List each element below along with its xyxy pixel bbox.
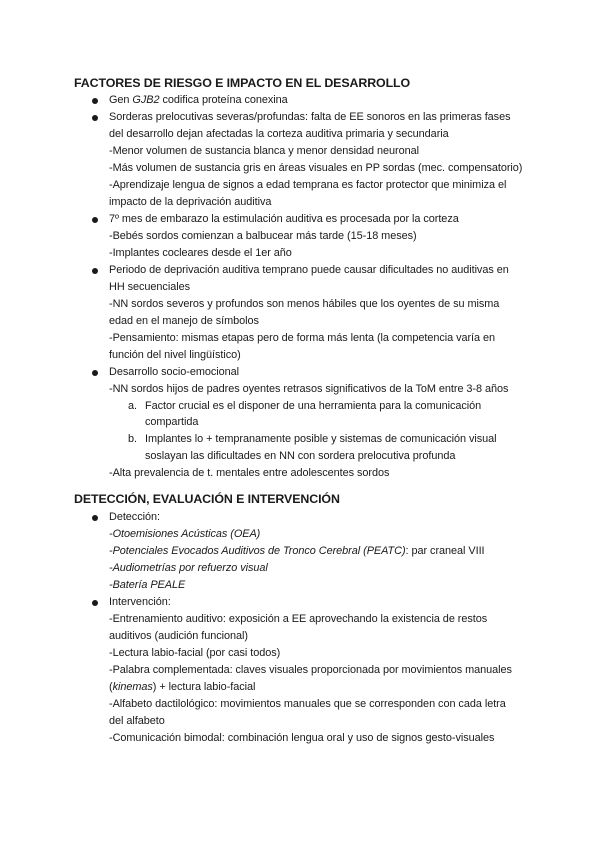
- bullet: [92, 98, 98, 104]
- sub-item-text: -Aprendizaje lengua de signos a edad temprana es factor protector que minimiza el: [109, 179, 507, 191]
- bullet: [92, 268, 98, 274]
- sub-item-text: -Entrenamiento auditivo: exposición a EE aprovechando la existencia de restos: [109, 613, 488, 625]
- sub-item-text: -Bebés sordos comienzan a balbucear más tarde (15-18 meses): [109, 230, 417, 242]
- sub-item-text: -NN sordos hijos de padres oyentes retrasos significativos de la ToM entre 3-8 años: [109, 383, 509, 395]
- sub-item-text: (kinemas) + lectura labio-facial: [109, 681, 256, 693]
- sub-item-text: -Batería PEALE: [109, 579, 186, 591]
- sub-item-text: función del nivel lingüístico): [109, 349, 241, 361]
- sub-item-text: -Comunicación bimodal: combinación lengua oral y uso de signos gesto-visuales: [109, 732, 495, 744]
- sub-list-item-text: compartida: [145, 416, 199, 428]
- bullet: [92, 600, 98, 606]
- sub-item-text: -Lectura labio-facial (por casi todos): [109, 647, 281, 659]
- list-item-gene: Gen GJB2 codifica proteína conexina: [109, 94, 288, 106]
- sub-item-text: -Palabra complementada: claves visuales proporcionada por movimientos manuales: [109, 664, 512, 676]
- list-item-text: Periodo de deprivación auditiva temprano puede causar dificultades no auditivas en: [109, 264, 509, 276]
- list-item-text: Intervención:: [109, 596, 171, 608]
- bullet: [92, 370, 98, 376]
- list-item-text: Detección:: [109, 511, 160, 523]
- bullet: [92, 115, 98, 121]
- list-item-text: Sorderas prelocutivas severas/profundas: falta de EE sonoros en las primeras fases: [109, 111, 511, 123]
- list-item-text: HH secuenciales: [109, 281, 190, 293]
- sub-list-item-text: Factor crucial es el disponer de una herramienta para la comunicación: [145, 400, 482, 412]
- sub-item-text: -Alfabeto dactilológico: movimientos manuales que se corresponden con cada letra: [109, 698, 506, 710]
- list-marker-a: a.: [128, 400, 138, 412]
- sub-item-text: -Potenciales Evocados Auditivos de Tronco Cerebral (PEATC): par craneal VIII: [109, 545, 485, 557]
- sub-item-text: -Más volumen de sustancia gris en áreas visuales en PP sordas (mec. compensatorio): [109, 162, 523, 174]
- sub-list-item-text: Implantes lo + tempranamente posible y sistemas de comunicación visual: [145, 433, 497, 445]
- list-item-text: Desarrollo socio-emocional: [109, 366, 240, 378]
- sub-item-text: -Menor volumen de sustancia blanca y menor densidad neuronal: [109, 145, 419, 157]
- sub-list-item-text: soslayan las dificultades en NN con sordera prelocutiva profunda: [145, 450, 456, 462]
- section-heading-detection: DETECCIÓN, EVALUACIÓN E INTERVENCIÓN: [74, 492, 340, 506]
- section-heading-risk-factors: FACTORES DE RIESGO E IMPACTO EN EL DESARROLLO: [74, 76, 411, 90]
- sub-item-text: -Otoemisiones Acústicas (OEA): [109, 528, 261, 540]
- sub-item-text: -NN sordos severos y profundos son menos hábiles que los oyentes de su misma: [109, 298, 500, 310]
- list-item-text: del desarrollo dejan afectadas la corteza auditiva primaria y secundaria: [109, 128, 449, 140]
- list-item-text: 7º mes de embarazo la estimulación auditiva es procesada por la corteza: [109, 213, 459, 225]
- list-marker-b: b.: [128, 433, 138, 445]
- sub-item-text: impacto de la deprivación auditiva: [109, 196, 272, 208]
- bullet: [92, 515, 98, 521]
- sub-item-text: -Alta prevalencia de t. mentales entre adolescentes sordos: [109, 467, 390, 479]
- sub-item-text: auditivos (audición funcional): [109, 630, 248, 642]
- sub-item-text: -Implantes cocleares desde el 1er año: [109, 247, 292, 259]
- bullet: [92, 217, 98, 223]
- sub-item-text: del alfabeto: [109, 715, 165, 727]
- sub-item-text: -Pensamiento: mismas etapas pero de forma más lenta (la competencia varía en: [109, 332, 496, 344]
- sub-item-text: -Audiometrías por refuerzo visual: [109, 562, 268, 574]
- sub-item-text: edad en el manejo de símbolos: [109, 315, 259, 327]
